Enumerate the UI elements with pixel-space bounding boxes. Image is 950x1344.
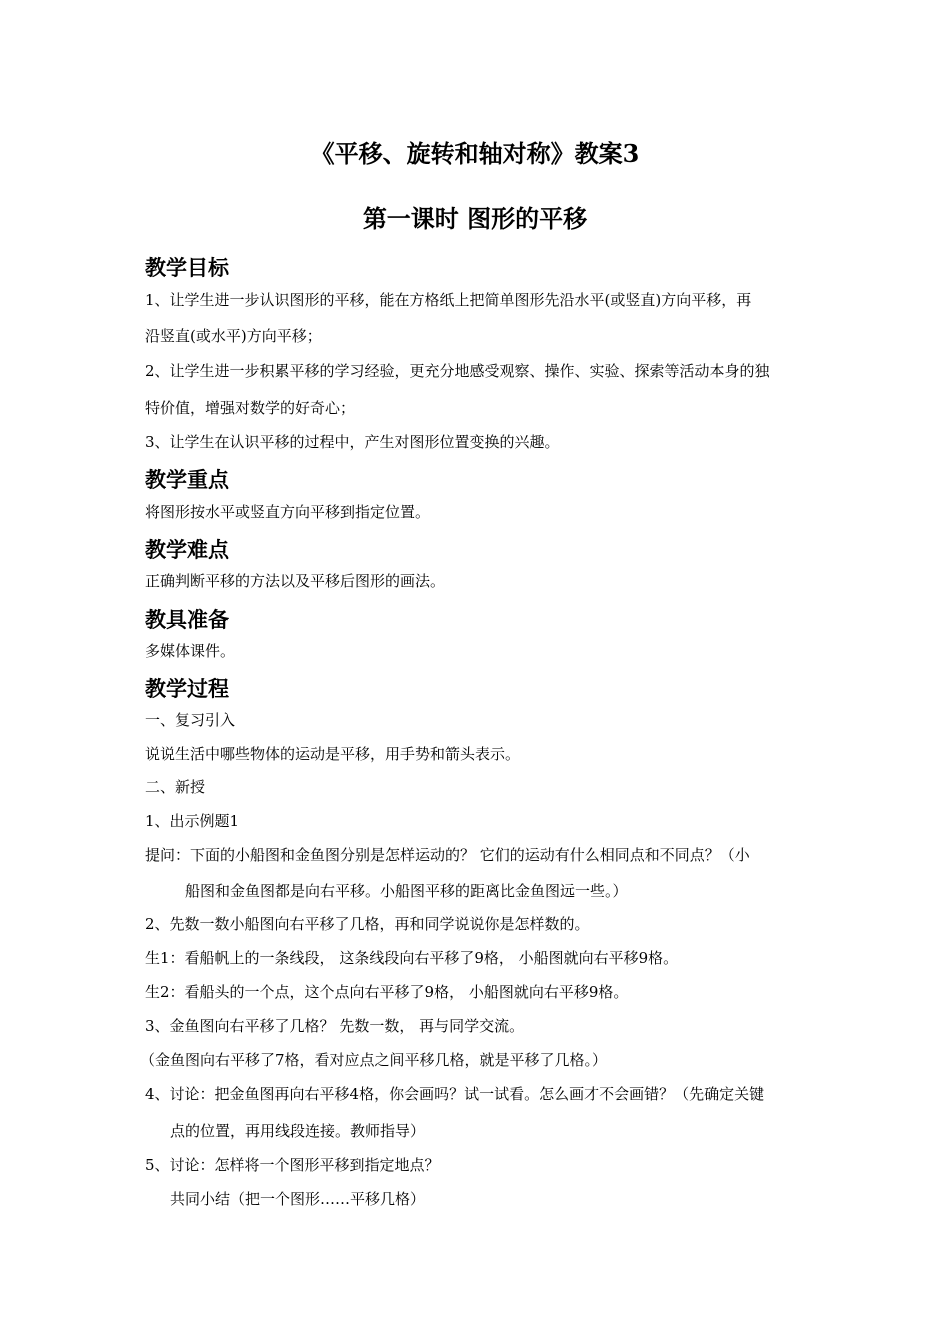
key-points-line: 将图形按水平或竖直方向平移到指定位置。 — [145, 503, 431, 521]
materials-line: 多媒体课件。 — [145, 642, 236, 660]
document-title: 《平移、旋转和轴对称》教案3 — [310, 139, 640, 168]
lesson-subtitle: 第一课时 图形的平移 — [362, 204, 588, 233]
process-line: 3、金鱼图向右平移了几格？ 先数一数， 再与同学交流。 — [145, 1017, 525, 1035]
process-line: 5、讨论：怎样将一个图形平移到指定地点？ — [145, 1156, 440, 1174]
process-line: 4、讨论：把金鱼图再向右平移4格，你会画吗？试一试看。怎么画才不会画错？（先确定关键 — [145, 1085, 765, 1103]
materials-heading: 教具准备 — [145, 607, 229, 632]
process-line: 船图和金鱼图都是向右平移。小船图平移的距离比金鱼图远一些。） — [185, 882, 628, 900]
objectives-line: 沿竖直(或水平)方向平移； — [145, 327, 322, 345]
objectives-line: 特价值，增强对数学的好奇心； — [145, 399, 356, 417]
difficulties-line: 正确判断平移的方法以及平移后图形的画法。 — [145, 572, 446, 590]
process-line: 提问：下面的小船图和金鱼图分别是怎样运动的？ 它们的运动有什么相同点和不同点？（小 — [145, 846, 750, 864]
process-line: 生2：看船头的一个点，这个点向右平移了9格， 小船图就向右平移9格。 — [145, 983, 629, 1001]
process-line: 1、出示例题1 — [145, 812, 240, 830]
difficulties-heading: 教学难点 — [145, 537, 229, 562]
process-line: 一、复习引入 — [145, 711, 236, 729]
key-points-heading: 教学重点 — [145, 467, 229, 492]
objectives-line: 3、让学生在认识平移的过程中，产生对图形位置变换的兴趣。 — [145, 433, 560, 451]
process-line: 说说生活中哪些物体的运动是平移，用手势和箭头表示。 — [145, 745, 521, 763]
process-heading: 教学过程 — [145, 676, 229, 701]
process-line: 生1：看船帆上的一条线段， 这条线段向右平移了9格， 小船图就向右平移9格。 — [145, 949, 679, 967]
objectives-heading: 教学目标 — [145, 255, 229, 280]
process-line: 共同小结（把一个图形……平移几格） — [170, 1190, 426, 1208]
objectives-line: 1、让学生进一步认识图形的平移，能在方格纸上把简单图形先沿水平(或竖直)方向平移，再 — [145, 291, 752, 309]
objectives-line: 2、让学生进一步积累平移的学习经验，更充分地感受观察、操作、实验、探索等活动本身的独 — [145, 362, 770, 380]
process-line: 二、新授 — [145, 778, 206, 796]
process-line: 点的位置，再用线段连接。教师指导） — [170, 1122, 426, 1140]
process-line: 2、先数一数小船图向右平移了几格，再和同学说说你是怎样数的。 — [145, 915, 590, 933]
process-line: （金鱼图向右平移了7格，看对应点之间平移几格，就是平移了几格。） — [140, 1051, 608, 1069]
